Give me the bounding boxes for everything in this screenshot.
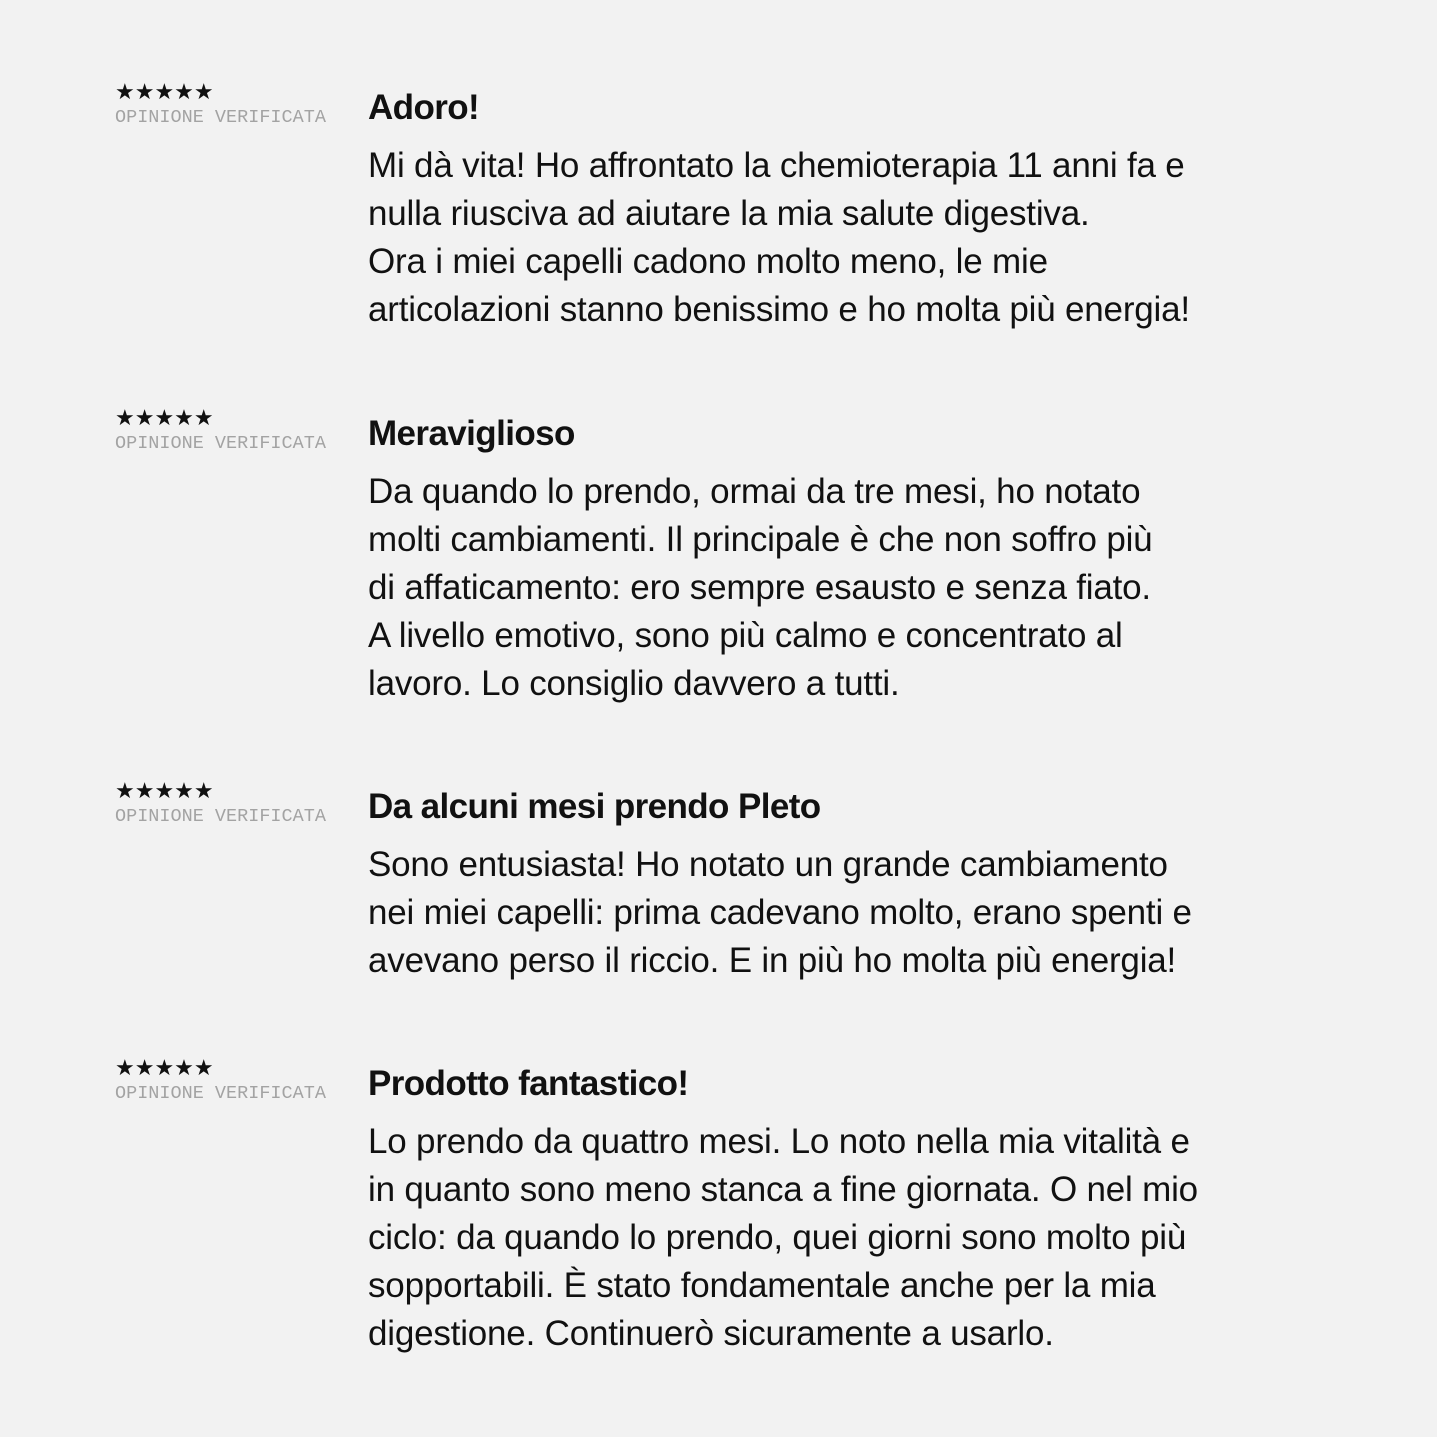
- star-rating: ★★★★★: [115, 1056, 214, 1081]
- review-body: Mi dà vita! Ho affrontato la chemioterapia 11 anni fa e nulla riusciva ad aiutare la mia salute digestiva. Ora i miei capelli cadono molto meno, le mie articolazioni stanno benissimo e ho molta più energia!: [368, 146, 1190, 329]
- star-rating: ★★★★★: [115, 406, 214, 431]
- review-body: Da quando lo prendo, ormai da tre mesi, ho notato molti cambiamenti. Il principale è che non soffro più di affaticamento: ero sempre esausto e senza fiato. A livello emotivo, sono più calmo e concentrato al lavoro. Lo consiglio davvero a tutti.: [368, 472, 1153, 703]
- review-meta: [115, 1058, 355, 1104]
- verified-badge: OPINIONE VERIFICATA: [115, 806, 326, 827]
- review-title: Prodotto fantastico!: [368, 1064, 689, 1103]
- review-body: Lo prendo da quattro mesi. Lo noto nella mia vitalità e in quanto sono meno stanca a fine giornata. O nel mio ciclo: da quando lo prendo, quei giorni sono molto più sopportabili. È stato fondamentale anche per la mia digestione. Continuerò sicuramente a usarlo.: [368, 1122, 1198, 1353]
- star-rating: ★★★★★: [115, 779, 214, 804]
- review-body: Sono entusiasta! Ho notato un grande cambiamento nei miei capelli: prima cadevano molto, erano spenti e avevano perso il riccio. E in più ho molta più energia!: [368, 845, 1192, 980]
- review-title: Da alcuni mesi prendo Pleto: [368, 787, 821, 826]
- review-meta: [115, 82, 355, 128]
- review-content: [368, 82, 1358, 334]
- review-title: Adoro!: [368, 88, 480, 127]
- review-title: Meraviglioso: [368, 414, 575, 453]
- review-content: [368, 781, 1358, 985]
- review-meta: [115, 781, 355, 827]
- verified-badge: OPINIONE VERIFICATA: [115, 433, 326, 454]
- verified-badge: OPINIONE VERIFICATA: [115, 107, 326, 128]
- verified-badge: OPINIONE VERIFICATA: [115, 1083, 326, 1104]
- star-rating: ★★★★★: [115, 80, 214, 105]
- review-content: [368, 408, 1358, 708]
- review-content: [368, 1058, 1358, 1358]
- review-meta: [115, 408, 355, 454]
